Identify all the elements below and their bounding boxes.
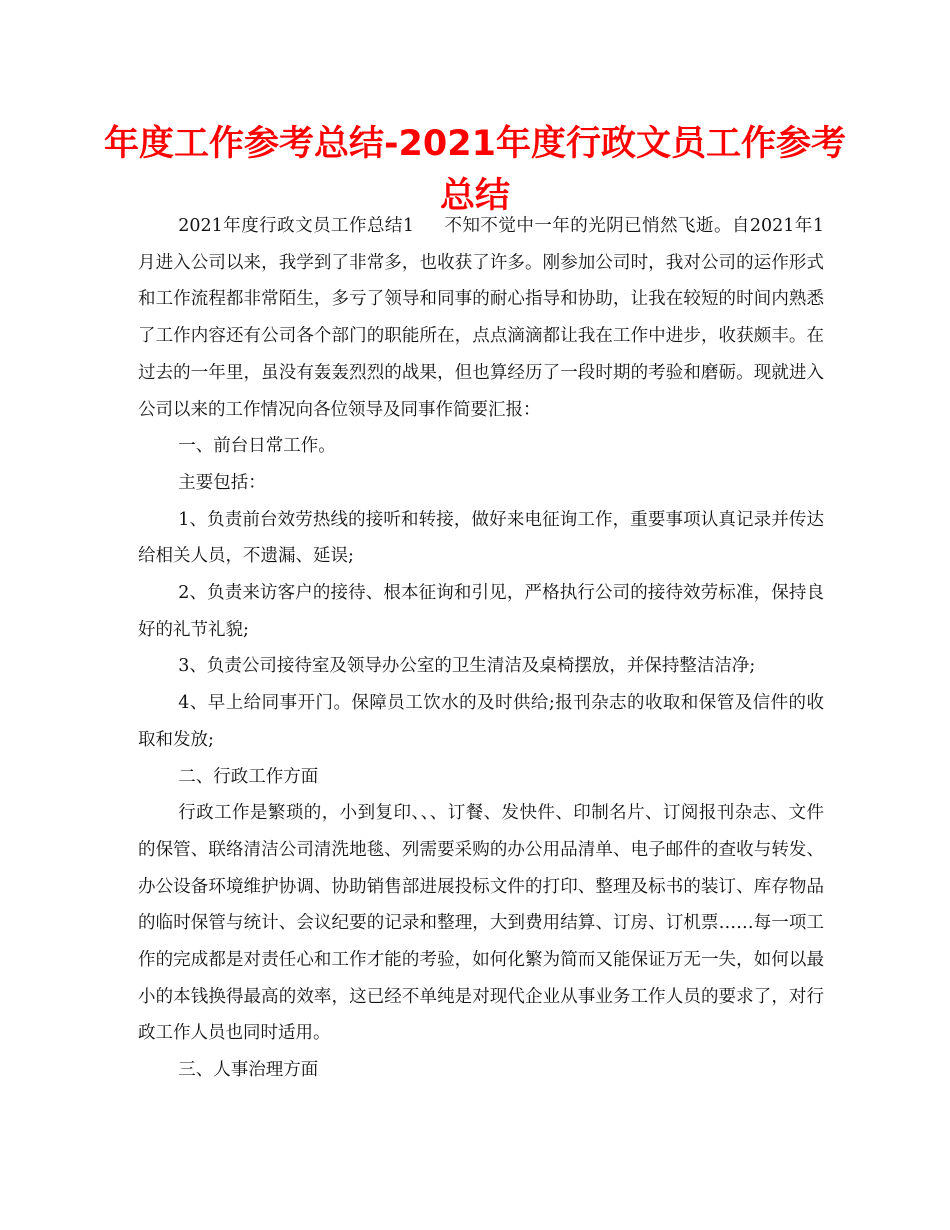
list-item-2: 2、负责来访客户的接待、根本征询和引见，严格执行公司的接待效劳标准，保持良好的礼节礼貌; bbox=[138, 583, 824, 640]
paragraph-intro bbox=[138, 208, 824, 428]
paragraph-admin-work: 行政工作是繁琐的，小到复印、、、订餐、发快件、印制名片、订阅报刊杂志、文件的保管、联络清洁公司清洗地毯、列需要采购的办公用品清单、电子邮件的查收与转发、办公设备环境维护协调、协助销售部进展投标文件的打印、整理及标书的装订、库存物品的临时保管与统计、会议纪要的记录和整理，大到费用结算、订房、订机票……每一项工作的完成都是对责任心和工作才能的考验，如何化繁为简而又能保证万无一失，如何以最小的本钱换得最高的效率，这已经不单纯是对现代企业从事业务工作人员的要求了，对行政工作人员也同时适用。 bbox=[138, 803, 824, 1044]
intro-heading: 2021年度行政文员工作总结1 bbox=[178, 216, 415, 236]
list-item-4: 4、早上给同事开门。保障员工饮水的及时供给;报刊杂志的收取和保管及信件的收取和发放; bbox=[138, 693, 824, 750]
list-item-1: 1、负责前台效劳热线的接听和转接，做好来电征询工作，重要事项认真记录并传达给相关人员，不遗漏、延误; bbox=[138, 509, 824, 567]
document-body bbox=[138, 208, 824, 1089]
paragraph-main-items: 主要包括： bbox=[178, 472, 266, 493]
section-heading-admin: 二、行政工作方面 bbox=[178, 766, 319, 787]
list-item-3: 3、负责公司接待室及领导办公室的卫生清洁及桌椅摆放，并保持整洁洁净; bbox=[178, 656, 756, 677]
intro-text: 不知不觉中一年的光阴已悄然飞逝。自2021年1月进入公司以来，我学到了非常多，也收获了许多。刚参加公司时，我对公司的运作形式和工作流程都非常陌生，多亏了领导和同事的耐心指导和协助，让我在较短的时间内熟悉了工作内容还有公司各个部门的职能所在，点点滴滴都让我在工作中进步，收获颇丰。在过去的一年里，虽没有轰轰烈烈的战果，但也算经历了一段时期的考验和磨砺。现就进入公司以来的工作情况向各位领导及同事作简要汇报： bbox=[138, 216, 824, 420]
section-heading-front-desk: 一、前台日常工作。 bbox=[178, 436, 336, 457]
document-title: 年度工作参考总结-2021年度行政文员工作参考总结 bbox=[104, 124, 846, 216]
section-heading-hr: 三、人事治理方面 bbox=[178, 1060, 319, 1081]
